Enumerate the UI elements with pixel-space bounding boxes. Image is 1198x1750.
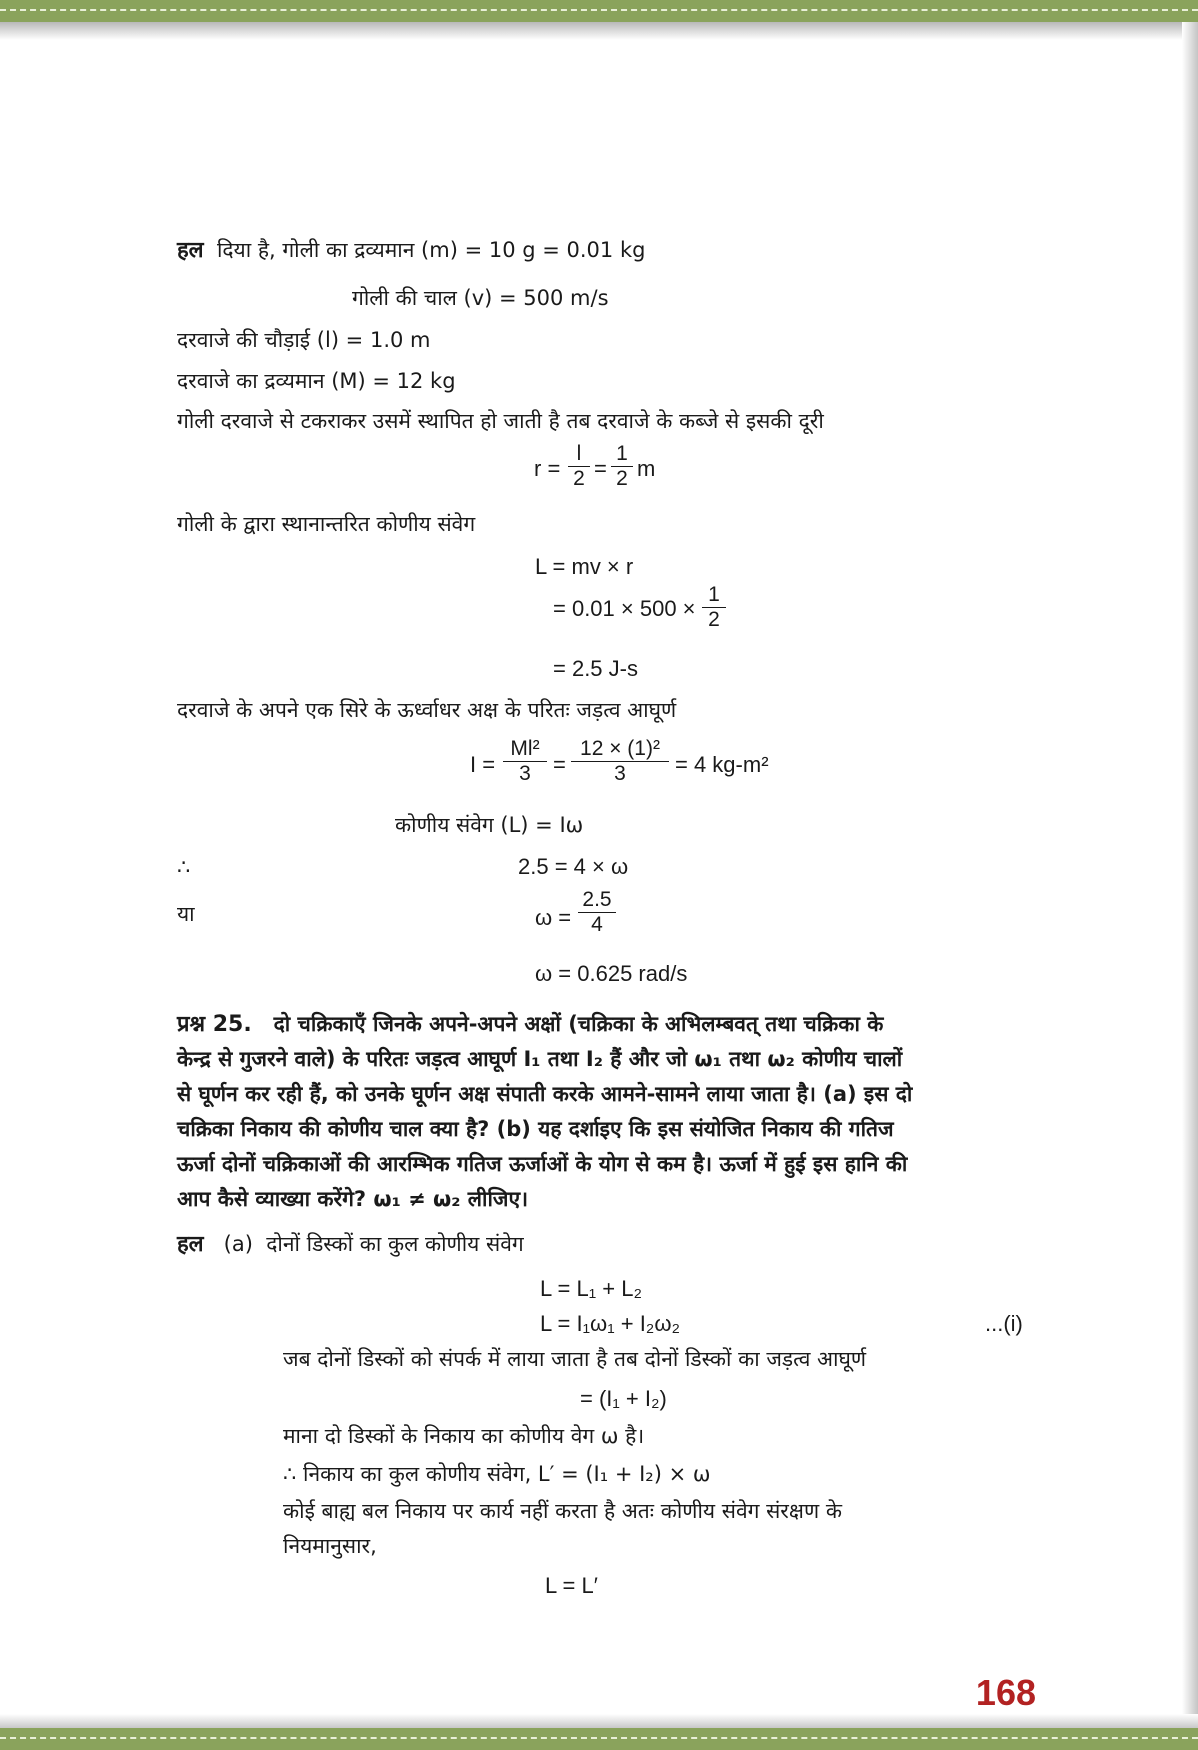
ya-text: या <box>177 902 195 926</box>
bottom-border-band <box>0 1728 1198 1750</box>
solution2-text-1: दोनों डिस्कों का कुल कोणीय संवेग <box>266 1232 524 1256</box>
question25-label: प्रश्न 25. <box>177 1012 252 1037</box>
r-fraction-1 <box>568 442 590 491</box>
L-half-numerator: 1 <box>702 583 726 608</box>
L-equation: L = mv × r <box>535 554 634 579</box>
solution2-text-2: जब दोनों डिस्कों को संपर्क में लाया जाता है तब दोनों डिस्कों का जड़त्व आघूर्ण <box>283 1347 867 1371</box>
door-width: दरवाजे की चौड़ाई (l) = 1.0 m <box>177 328 431 352</box>
right-shadow <box>1182 22 1198 1728</box>
solution2-text-3: माना दो डिस्कों के निकाय का कोणीय वेग ω है। <box>283 1424 645 1448</box>
question25-line-1 <box>177 1010 883 1039</box>
L-calculation: = 0.01 × 500 × <box>553 596 696 621</box>
I-fraction-1 <box>503 737 547 786</box>
question25-line-3: से घूर्णन कर रही हैं, को उनके घूर्णन अक्ष संपाती करके आमने-सामने लाया जाता है। (a) इस दो <box>177 1082 913 1106</box>
solution2-intro-line <box>177 1230 524 1259</box>
r-equals: = <box>594 456 607 481</box>
I-frac2-denominator: 3 <box>614 762 626 785</box>
r-frac2-numerator: 1 <box>611 442 633 467</box>
r-frac1-numerator: l <box>568 442 590 467</box>
therefore-symbol: ∴ <box>177 855 191 879</box>
I-equals: = <box>553 752 566 777</box>
top-border-dashes <box>0 9 1198 11</box>
solution2-eq-3: = (I₁ + I₂) <box>580 1386 667 1411</box>
solution2-eq-2: L = I₁ω₁ + I₂ω₂ <box>540 1311 681 1336</box>
L-Iw-text: कोणीय संवेग (L) = Iω <box>395 813 584 837</box>
inertia-text: दरवाजे के अपने एक सिरे के ऊर्ध्वाधर अक्ष के परितः जड़त्व आघूर्ण <box>177 698 677 722</box>
I-frac2-numerator: 12 × (1)² <box>571 737 669 762</box>
question25-line-4: चक्रिका निकाय की कोणीय चाल क्या है? (b) यह दर्शाइए कि इस संयोजित निकाय की गतिज <box>177 1117 894 1141</box>
question25-text-1: दो चक्रिकाएँ जिनके अपने-अपने अक्षों (चक्रिका के अभिलम्बवत् तथा चक्रिका के <box>273 1012 884 1036</box>
solution2-text-6: नियमानुसार, <box>283 1534 377 1558</box>
I-result: = 4 kg-m² <box>675 752 769 777</box>
L-result: = 2.5 J-s <box>553 656 638 681</box>
hal-label-2: हल <box>177 1232 204 1257</box>
r-unit: m <box>637 456 656 481</box>
solution2-eq-1: L = L₁ + L₂ <box>540 1276 642 1301</box>
I-frac1-denominator: 3 <box>519 762 531 785</box>
question25-line-5: ऊर्जा दोनों चक्रिकाओं की आरम्भिक गतिज ऊर्जाओं के योग से कम है। ऊर्जा में हुई इस हानि की <box>177 1152 908 1176</box>
solution1-given-line <box>177 236 645 265</box>
part-a-label: (a) <box>223 1232 253 1256</box>
r-frac2-denominator: 2 <box>616 467 628 490</box>
question25-line-6: आप कैसे व्याख्या करेंगे? ω₁ ≠ ω₂ लीजिए। <box>177 1187 529 1211</box>
embed-text: गोली दरवाजे से टकराकर उसमें स्थापित हो जाती है तब दरवाजे के कब्जे से इसकी दूरी <box>177 409 824 433</box>
omega-numerator: 2.5 <box>578 888 616 913</box>
omega-prefix: ω = <box>535 905 572 930</box>
bottom-shadow <box>0 1714 1198 1728</box>
eq-2-5: 2.5 = 4 × ω <box>518 854 629 879</box>
I-prefix: I = <box>470 752 496 777</box>
bullet-speed: गोली की चाल (v) = 500 m/s <box>352 286 609 310</box>
I-fraction-2 <box>571 737 669 786</box>
bottom-border-dashes <box>0 1737 1198 1739</box>
page-number: 168 <box>975 1672 1036 1713</box>
omega-denominator: 4 <box>591 913 603 936</box>
top-shadow <box>0 22 1198 40</box>
solution2-eq-4: L = L′ <box>545 1573 598 1598</box>
angular-momentum-text: गोली के द्वारा स्थानान्तरित कोणीय संवेग <box>177 512 476 536</box>
omega-result: ω = 0.625 rad/s <box>535 961 688 986</box>
solution2-text-5: कोई बाह्य बल निकाय पर कार्य नहीं करता है अतः कोणीय संवेग संरक्षण के <box>283 1499 842 1523</box>
top-border-band <box>0 0 1198 22</box>
r-prefix: r = <box>534 456 561 481</box>
door-mass: दरवाजे का द्रव्यमान (M) = 12 kg <box>177 369 456 393</box>
I-frac1-numerator: Ml² <box>503 737 547 762</box>
question25-line-2: केन्द्र से गुजरने वाले) के परितः जड़त्व आघूर्ण I₁ तथा I₂ हैं और जो ω₁ तथा ω₂ कोणीय चालों <box>177 1047 903 1071</box>
r-frac1-denominator: 2 <box>573 467 585 490</box>
r-fraction-2 <box>611 442 633 491</box>
L-half-fraction <box>702 583 726 632</box>
hal-label: हल <box>177 238 204 263</box>
given-text: दिया है, गोली का द्रव्यमान (m) = 10 g = 0.01 kg <box>216 238 646 262</box>
L-half-denominator: 2 <box>708 608 720 631</box>
solution2-text-4: ∴ निकाय का कुल कोणीय संवेग, L′ = (I₁ + I₂) × ω <box>283 1462 711 1486</box>
omega-fraction <box>578 888 616 937</box>
equation-reference: ...(i) <box>985 1311 1023 1336</box>
